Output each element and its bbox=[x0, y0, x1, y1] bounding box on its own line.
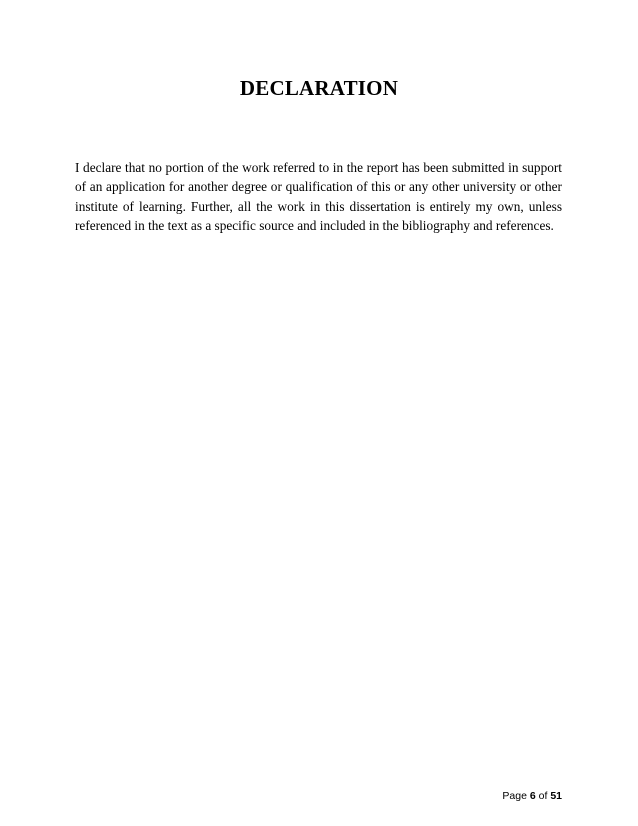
page-number-footer bbox=[502, 790, 562, 802]
total-pages-number: 51 bbox=[550, 790, 562, 802]
of-label: of bbox=[538, 790, 548, 802]
declaration-paragraph: I declare that no portion of the work referred to in the report has been submitted in support of an application for another degree or qualification of this or any other university or other institute of learning. Further, all the work in this dissertation is entirely my own, unless referenced in the text as a specific source and included in the bibliography and references. bbox=[75, 160, 562, 234]
page-title: DECLARATION bbox=[239, 76, 399, 100]
current-page-number: 6 bbox=[529, 790, 536, 802]
page-label: Page bbox=[502, 790, 527, 802]
